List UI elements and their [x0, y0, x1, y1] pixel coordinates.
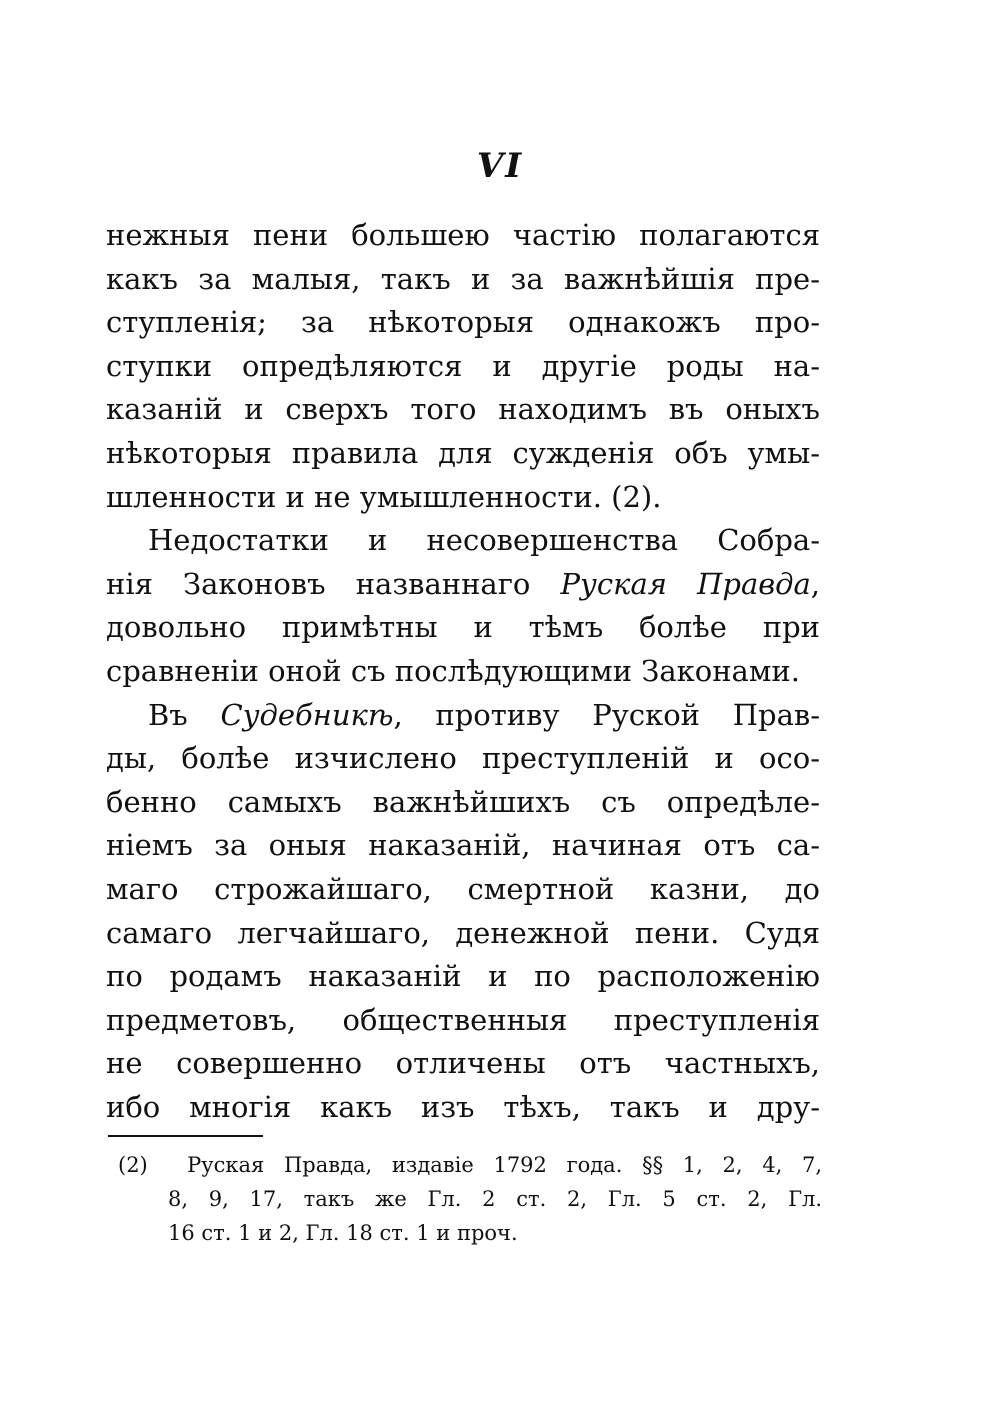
text-fragment: Въ [148, 697, 221, 732]
text-line: довольно примѣтны и тѣмъ болѣе при [106, 610, 820, 645]
text-line: шленности и не умышленности. (2). [106, 479, 662, 514]
text-line: нѣкоторыя правила для сужденія объ умы- [106, 435, 820, 470]
italic-title-ruskaya-pravda: Руская Правда [560, 566, 811, 601]
italic-title-sudebnik: Судебникѣ [220, 697, 394, 732]
text-line: не совершенно отличены отъ частныхъ, [106, 1046, 820, 1081]
footnote-divider [108, 1135, 263, 1137]
text-line: нежныя пени большею частію полагаются [106, 218, 820, 252]
text-line: сравненіи оной съ послѣдующими Законами. [106, 653, 800, 688]
text-fragment: , [810, 566, 820, 601]
text-line: ибо многія какъ изъ тѣхъ, такъ и дру- [106, 1089, 820, 1124]
text-line: маго строжайшаго, смертной казни, до [106, 871, 820, 906]
text-line: ступки опредѣляются и другіе роды на- [106, 348, 820, 383]
paragraph-start-line: Недостатки и несовершенства Собра- [148, 523, 820, 558]
text-fragment: , противу Руской Прав- [393, 697, 820, 732]
text-line: какъ за малыя, такъ и за важнѣйшія пре- [106, 261, 820, 296]
paragraph-start-line [106, 694, 820, 738]
text-line: ніемъ за оныя наказаній, начиная отъ са- [106, 828, 820, 863]
text-line: бенно самыхъ важнѣйшихъ съ опредѣле- [106, 784, 820, 819]
page-number: VI [476, 146, 524, 186]
footnote-line: 8, 9, 17, такъ же Гл. 2 ст. 2, Гл. 5 ст. 2, Гл. [168, 1187, 822, 1211]
text-line: ды, болѣе изчислено преступленій и осо- [106, 741, 820, 776]
footnote-line [118, 1148, 822, 1182]
text-line: по родамъ наказаній и по расположенію [106, 959, 820, 994]
text-line: предметовъ, общественныя преступленія [106, 1002, 820, 1037]
text-line [106, 563, 820, 607]
footnote [118, 1148, 822, 1250]
footnote-marker: (2) [118, 1153, 148, 1177]
footnote-text: Руская Правда, издавіе 1792 года. §§ 1, 2, 4, 7, [187, 1153, 822, 1177]
text-line: казаній и сверхъ того находимъ въ оныхъ [106, 392, 820, 427]
text-fragment: нія Законовъ названнаго [106, 566, 561, 601]
footnote-line: 16 ст. 1 и 2, Гл. 18 ст. 1 и проч. [168, 1221, 518, 1245]
text-line: самаго легчайшаго, денежной пени. Судя [106, 915, 820, 950]
text-line: ступленія; за нѣкоторыя однакожъ про- [106, 305, 820, 340]
body-text [106, 214, 820, 1129]
